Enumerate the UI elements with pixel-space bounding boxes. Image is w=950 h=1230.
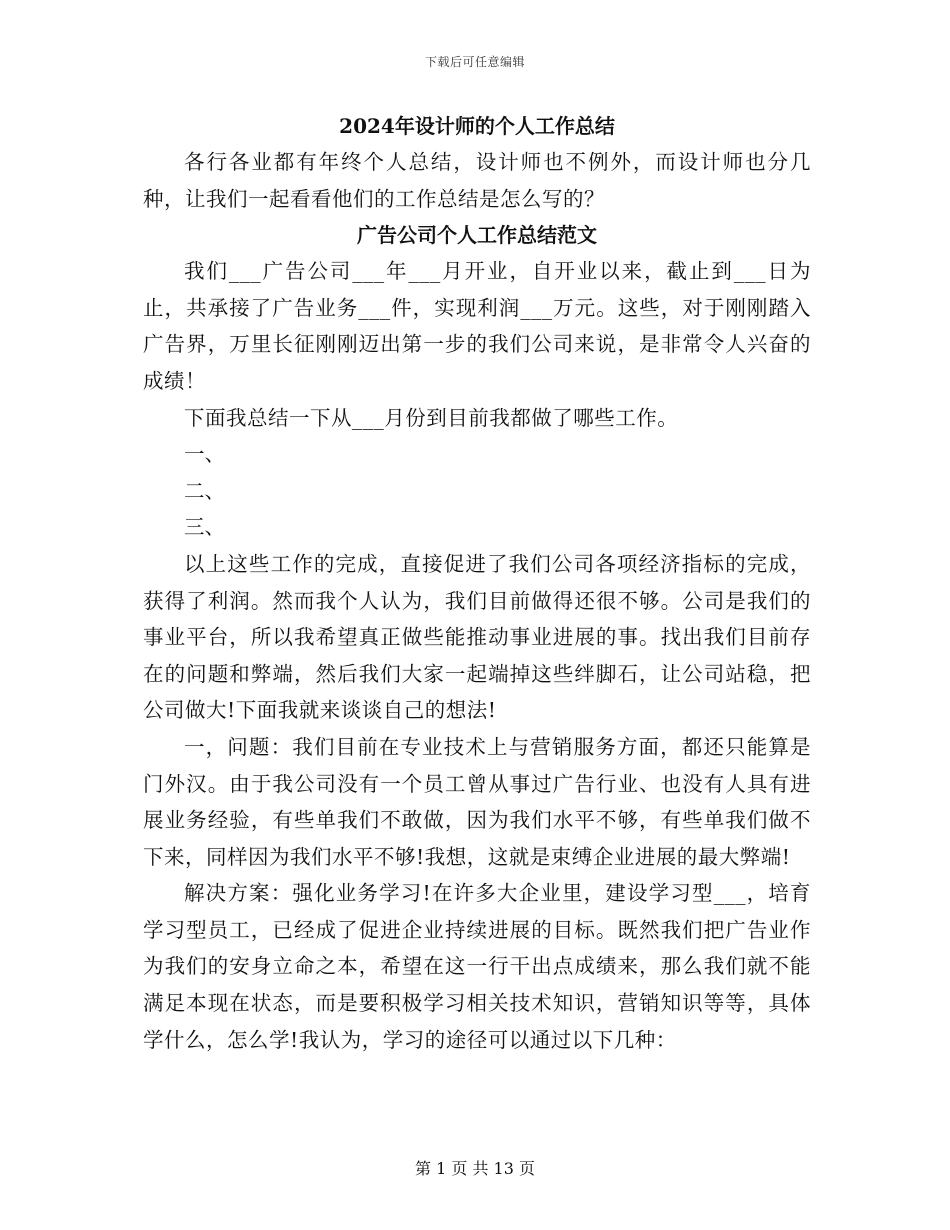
paragraph: 我们___广告公司___年___月开业，自开业以来，截止到___日为止，共承接了广告业务___件，实现利润___万元。这些，对于刚刚踏入广告界，万里长征刚刚迈出第一步的我们公司来说，是非常令人兴奋的成绩！ — [143, 259, 811, 393]
list-item: 一、 — [184, 442, 225, 467]
page-footer: 第 1 页 共 13 页 — [415, 1159, 535, 1178]
paragraph: 以上这些工作的完成，直接促进了我们公司各项经济指标的完成，获得了利润。然而我个人认为，我们目前做得还很不够。公司是我们的事业平台，所以我希望真正做些能推动事业进展的事。找出我们目前存在的问题和弊端，然后我们大家一起端掉这些绊脚石，让公司站稳，把公司做大!下面我就来谈谈自己的想法! — [143, 551, 811, 723]
list-item: 三、 — [184, 515, 225, 540]
paragraph: 下面我总结一下从___月份到目前我都做了哪些工作。 — [184, 405, 679, 430]
section-title: 广告公司个人工作总结范文 — [357, 223, 597, 248]
document-body — [143, 108, 811, 1058]
paragraph: 解决方案：强化业务学习!在许多大企业里，建设学习型___，培育学习型员工，已经成了促进企业持续进展的目标。既然我们把广告业作为我们的安身立命之本，希望在这一行干出点成绩来，那么我们就不能满足本现在状态，而是要积极学习相关技术知识，营销知识等等，具体学什么，怎么学!我认为，学习的途径可以通过以下几种： — [143, 881, 811, 1052]
list-item: 二、 — [184, 478, 225, 503]
document-title: 2024年设计师的个人工作总结 — [339, 114, 615, 138]
header-note: 下载后可任意编辑 — [424, 55, 525, 69]
paragraph: 一，问题：我们目前在专业技术上与营销服务方面，都还只能算是门外汉。由于我公司没有一个员工曾从事过广告行业、也没有人具有进展业务经验，有些单我们不敢做，因为我们水平不够，有些单我们做不下来，同样因为我们水平不够!我想，这就是束缚企业进展的最大弊端! — [143, 734, 811, 869]
intro-paragraph: 各行各业都有年终个人总结，设计师也不例外，而设计师也分几种，让我们一起看看他们的工作总结是怎么写的？ — [143, 150, 811, 211]
